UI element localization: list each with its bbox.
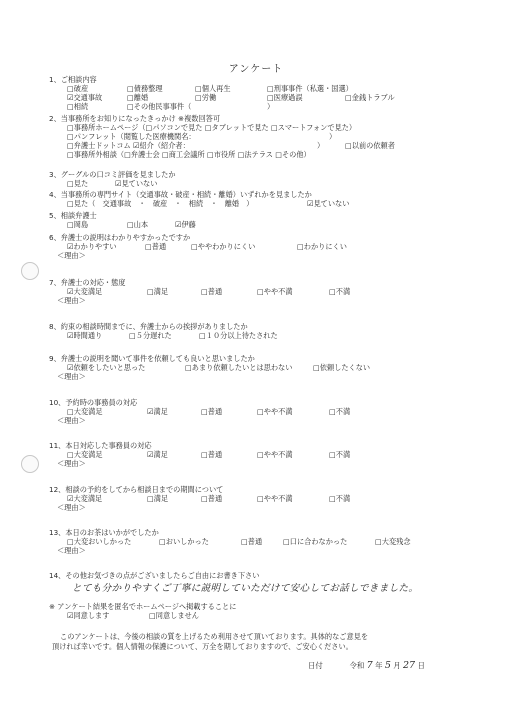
option-debt[interactable]: □債務整理 bbox=[127, 84, 163, 93]
question-label: 4、当事務所の専門サイト（交通事故・破産・相続・離婚）いずれかを見ましたか bbox=[49, 190, 312, 199]
date-year-unit: 年 bbox=[375, 661, 383, 670]
option-dissatisfied[interactable]: □不満 bbox=[329, 407, 351, 416]
reason-label: ＜理由＞ bbox=[57, 251, 86, 260]
date-field bbox=[308, 660, 425, 671]
option-very-delicious[interactable]: □大変おいしかった bbox=[67, 537, 132, 546]
option-very-disappointing[interactable]: □大変残念 bbox=[375, 537, 411, 546]
question-label: 9、弁護士の説明を聞いて事件を依頼しても良いと思いましたか bbox=[49, 354, 255, 363]
option-not-really[interactable]: □あまり依頼したいとは思わない bbox=[185, 363, 293, 372]
option-criminal[interactable]: □刑事事件（私選・国選） bbox=[267, 84, 353, 93]
option-okajima[interactable]: □岡島 bbox=[67, 220, 89, 229]
handwritten-answer[interactable]: とても分かりやすくご丁寧に説明していただけて安心してお話しできました。 bbox=[72, 583, 419, 594]
question-11 bbox=[49, 441, 350, 468]
page-title: アンケート bbox=[228, 64, 284, 75]
option-not-seen[interactable]: ☑見ていない bbox=[115, 179, 158, 188]
option-unclear[interactable]: □わかりにくい bbox=[297, 242, 347, 251]
reason-label: ＜理由＞ bbox=[57, 503, 86, 512]
question-label: 12、相談の予約をしてから相談日までの期間について bbox=[49, 485, 224, 494]
question-8 bbox=[49, 322, 278, 340]
question-label: 5、相談弁護士 bbox=[49, 211, 97, 220]
option-not-to-taste[interactable]: □口に合わなかった bbox=[283, 537, 348, 546]
punch-hole bbox=[21, 262, 39, 280]
option-former-client[interactable]: □以前の依頼者 bbox=[345, 141, 395, 150]
option-agree[interactable]: ☑同意します bbox=[67, 611, 110, 620]
option-very-satisfied[interactable]: ☑大変満足 bbox=[67, 494, 103, 503]
close-paren: ） bbox=[329, 132, 337, 141]
date-label: 日付 bbox=[308, 661, 323, 670]
option-money[interactable]: □金銭トラブル bbox=[345, 93, 395, 102]
option-dissatisfied[interactable]: □不満 bbox=[329, 287, 351, 296]
question-label: 2、当事務所をお知りになったきっかけ ※複数回答可 bbox=[49, 114, 221, 123]
option-somewhat-dissatisfied[interactable]: □やや不満 bbox=[257, 494, 293, 503]
reason-label: ＜理由＞ bbox=[57, 546, 86, 555]
option-clear[interactable]: ☑わかりやすい bbox=[67, 242, 117, 251]
option-normal[interactable]: □普通 bbox=[201, 287, 223, 296]
option-medical[interactable]: □医療過誤 bbox=[267, 93, 303, 102]
option-traffic[interactable]: ☑交通事故 bbox=[67, 93, 103, 102]
option-close-paren: ） bbox=[267, 102, 275, 111]
option-somewhat-unclear[interactable]: □ややわかりにくい bbox=[191, 242, 256, 251]
consent-label: ※ アンケート結果を匿名でホームページへ掲載することに bbox=[49, 602, 237, 611]
option-satisfied[interactable]: ☑満足 bbox=[147, 450, 168, 459]
question-label: 11、本日対応した事務員の対応 bbox=[49, 441, 152, 450]
option-personal-rehab[interactable]: □個人再生 bbox=[195, 84, 231, 93]
option-inheritance[interactable]: □相続 bbox=[67, 102, 89, 111]
question-label: 10、予約時の事務員の対応 bbox=[49, 398, 138, 407]
option-seen[interactable]: □見た（ 交通事故 ・ 破産 ・ 相続 ・ 離婚 ） bbox=[67, 199, 254, 208]
reason-label: ＜理由＞ bbox=[57, 372, 86, 381]
option-very-satisfied[interactable]: □大変満足 bbox=[67, 407, 103, 416]
date-month-unit: 月 bbox=[393, 661, 401, 670]
publish-consent bbox=[49, 602, 236, 620]
question-label: 3、グーグルの口コミ評価を見ましたか bbox=[49, 170, 176, 179]
question-1 bbox=[49, 75, 395, 111]
date-era: 令和 bbox=[349, 661, 365, 670]
option-dissatisfied[interactable]: □不満 bbox=[329, 450, 351, 459]
date-day-unit: 日 bbox=[417, 661, 425, 670]
footer-note bbox=[52, 632, 369, 652]
option-normal[interactable]: □普通 bbox=[201, 450, 223, 459]
question-7 bbox=[49, 278, 350, 305]
option-want-to-hire[interactable]: ☑依頼をしたいと思った bbox=[67, 363, 146, 372]
option-normal[interactable]: □普通 bbox=[145, 242, 167, 251]
footer-line: このアンケートは、今後の相談の質を上げるため利用させて頂いております。具体的なご意見を bbox=[60, 632, 369, 641]
option-satisfied[interactable]: □満足 bbox=[147, 287, 169, 296]
question-4 bbox=[49, 190, 349, 208]
question-6 bbox=[49, 233, 347, 260]
question-5 bbox=[49, 211, 196, 229]
option-yamamoto[interactable]: □山本 bbox=[127, 220, 149, 229]
option-outside-consult[interactable]: □事務所外相談（□弁護士会 □商工会議所 □市役所 □法テラス □その他） bbox=[67, 150, 311, 159]
question-12 bbox=[49, 485, 350, 512]
date-year[interactable]: 7 bbox=[366, 660, 373, 671]
option-normal[interactable]: □普通 bbox=[241, 537, 263, 546]
option-not-seen[interactable]: ☑見ていない bbox=[307, 199, 350, 208]
option-somewhat-dissatisfied[interactable]: □やや不満 bbox=[257, 287, 293, 296]
reason-label: ＜理由＞ bbox=[57, 416, 86, 425]
option-satisfied[interactable]: □満足 bbox=[147, 494, 169, 503]
option-normal[interactable]: □普通 bbox=[201, 407, 223, 416]
option-satisfied[interactable]: ☑満足 bbox=[147, 407, 168, 416]
footer-line: 頂ければ幸いです。個人情報の保護について、万全を期しておりますので、ご安心ください。 bbox=[52, 642, 353, 651]
option-seen[interactable]: □見た bbox=[67, 179, 89, 188]
option-bankruptcy[interactable]: □破産 bbox=[67, 84, 89, 93]
option-referral[interactable]: □弁護士ドットコム ☑紹介（紹介者： bbox=[67, 141, 190, 150]
option-delicious[interactable]: □おいしかった bbox=[159, 537, 209, 546]
option-very-satisfied[interactable]: □大変満足 bbox=[67, 450, 103, 459]
option-10min-late[interactable]: □１０分以上待たされた bbox=[199, 331, 278, 340]
question-14 bbox=[49, 571, 259, 580]
option-other-civil[interactable]: □その他民事事件（ bbox=[127, 102, 192, 111]
question-13 bbox=[49, 528, 411, 555]
question-2 bbox=[49, 114, 395, 159]
question-9 bbox=[49, 354, 370, 381]
option-labor[interactable]: □労働 bbox=[195, 93, 217, 102]
question-10 bbox=[49, 398, 350, 425]
reason-label: ＜理由＞ bbox=[57, 459, 86, 468]
option-5min-late[interactable]: □５分遅れた bbox=[129, 331, 172, 340]
close-paren: ） bbox=[317, 141, 325, 150]
question-label: 7、弁護士の対応・態度 bbox=[49, 278, 126, 287]
option-homepage[interactable]: □事務所ホームページ（□パソコンで見た □タブレットで見た □スマートフォンで見た） bbox=[67, 123, 357, 132]
punch-hole bbox=[21, 455, 39, 473]
option-somewhat-dissatisfied[interactable]: □やや不満 bbox=[257, 450, 293, 459]
option-somewhat-dissatisfied[interactable]: □やや不満 bbox=[257, 407, 293, 416]
option-very-satisfied[interactable]: ☑大変満足 bbox=[67, 287, 103, 296]
question-label: 6、弁護士の説明はわかりやすかったですか bbox=[49, 233, 191, 242]
reason-label: ＜理由＞ bbox=[57, 296, 86, 305]
option-divorce[interactable]: □離婚 bbox=[127, 93, 149, 102]
option-on-time[interactable]: ☑時間通り bbox=[67, 331, 103, 340]
option-dissatisfied[interactable]: □不満 bbox=[329, 494, 351, 503]
option-pamphlet[interactable]: □パンフレット（閲覧した医療機関名： bbox=[67, 132, 196, 141]
question-label: 13、本日のお茶はいかがでしたか bbox=[49, 528, 159, 537]
question-label: 1、ご相談内容 bbox=[49, 75, 97, 84]
date-day[interactable]: 27 bbox=[403, 660, 416, 671]
option-disagree[interactable]: □同意しません bbox=[149, 611, 199, 620]
option-ito[interactable]: ☑伊藤 bbox=[175, 220, 196, 229]
question-3 bbox=[49, 170, 176, 188]
question-label: 8、約束の相談時間までに、弁護士からの挨拶がありましたか bbox=[49, 322, 248, 331]
option-do-not-want[interactable]: □依頼したくない bbox=[313, 363, 371, 372]
option-normal[interactable]: □普通 bbox=[201, 494, 223, 503]
question-label: 14、その他お気づきの点がございましたらご自由にお書き下さい bbox=[49, 571, 260, 580]
date-month[interactable]: 5 bbox=[384, 660, 391, 671]
